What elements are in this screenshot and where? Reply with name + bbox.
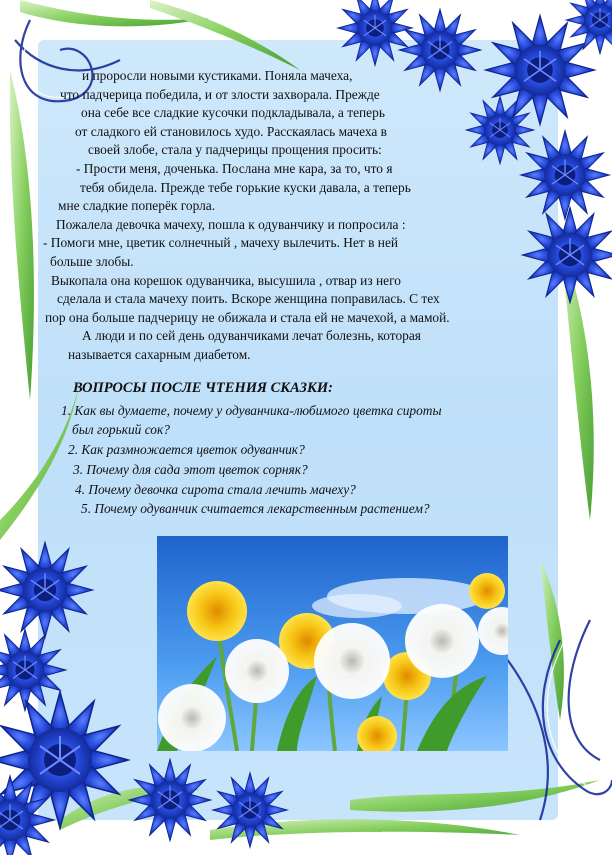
question-item: 3. Почему для сада этот цветок сорняк? bbox=[73, 462, 308, 477]
story-line: от сладкого ей становилось худо. Расскаялась мачеха в bbox=[75, 123, 388, 139]
story-line: что падчерица победила, и от злости захворала. Прежде bbox=[60, 86, 380, 102]
story-line: Выкопала она корешок одуванчика, высушила , отвар из него bbox=[51, 272, 401, 288]
question-item: был горький сок? bbox=[72, 422, 170, 437]
story-line: Пожалела девочка мачеху, пошла к одуванчику и попросила : bbox=[56, 216, 406, 232]
story-line: своей злобе, стала у падчерицы прощения просить: bbox=[88, 142, 382, 158]
questions-heading: ВОПРОСЫ ПОСЛЕ ЧТЕНИЯ СКАЗКИ: bbox=[73, 380, 333, 396]
story-line: мне сладкие поперёк горла. bbox=[58, 198, 216, 214]
story-line: - Прости меня, доченька. Послана мне кара, за то, что я bbox=[76, 160, 393, 176]
story-line: она себе все сладкие кусочки подкладывала, а теперь bbox=[81, 105, 385, 121]
question-item: 5. Почему одуванчик считается лекарственным растением? bbox=[81, 501, 430, 516]
story-line: и проросли новыми кустиками. Поняла мачеха, bbox=[82, 68, 353, 83]
question-item: 2. Как размножается цветок одуванчик? bbox=[68, 442, 305, 457]
story-line: называется сахарным диабетом. bbox=[68, 346, 251, 362]
story-line: - Помоги мне, цветик солнечный , мачеху вылечить. Нет в ней bbox=[43, 235, 399, 251]
story-text bbox=[0, 67, 612, 365]
story-line: сделала и стала мачеху поить. Вскоре женщина поправилась. С тех bbox=[57, 291, 440, 307]
story-line: А люди и по сей день одуванчиками лечат болезнь, которая bbox=[82, 328, 421, 344]
question-item: 1. Как вы думаете, почему у одуванчика-любимого цветка сироты bbox=[61, 403, 442, 418]
dandelion-photo-icon bbox=[157, 536, 508, 751]
question-item: 4. Почему девочка сирота стала лечить мачеху? bbox=[75, 482, 356, 497]
story-line: тебя обидела. Прежде тебе горькие куски давала, а теперь bbox=[80, 179, 411, 195]
story-line: пор она больше падчерицу не обижала и стала ей не мачехой, а мамой. bbox=[45, 309, 450, 325]
story-line: больше злобы. bbox=[50, 253, 134, 269]
